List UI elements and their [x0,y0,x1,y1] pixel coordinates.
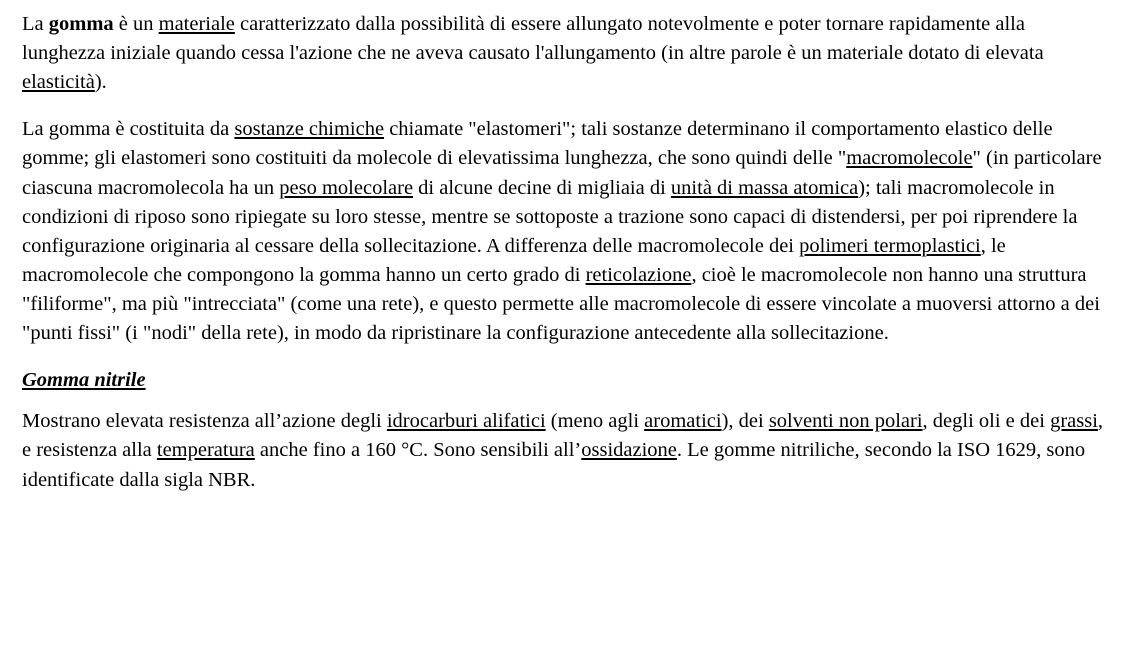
text-run: , le macromolecole che compongono la gomma hanno un certo grado di [22,234,1006,286]
text-run: chiamate "elastomeri"; tali sostanze determinano il comportamento elastico delle gomme; gli elastomeri sono costituiti da molecole di elevatissima lunghezza, che sono quindi delle " [22,118,1053,170]
inline-link[interactable]: polimeri termoplastici [799,234,981,257]
paragraph-composition [22,115,1105,348]
inline-link[interactable]: reticolazione [585,263,692,286]
text-run: è un [113,13,159,35]
text-run: anche fino a 160 °C. Sono sensibili all’ [254,439,582,462]
text-run: ). [94,71,107,94]
inline-link[interactable]: unità di massa atomica [670,176,859,199]
text-run: , e resistenza alla [22,410,1104,462]
inline-link[interactable]: elasticità [22,71,95,94]
inline-link[interactable]: solventi non polari [768,410,923,433]
inline-link[interactable]: sostanze chimiche [234,118,385,141]
text-run: . Le gomme nitriliche, secondo la ISO 1629, sono identificate dalla sigla NBR. [22,439,1086,491]
paragraph-nitrile [22,407,1105,494]
text-run: La gomma è costituita da [22,118,235,141]
inline-link[interactable]: macromolecole [846,147,973,170]
text-run: Mostrano elevata resistenza all’azione degli [22,410,387,433]
paragraph-intro [22,10,1105,97]
inline-link[interactable]: grassi [1050,410,1098,433]
text-run: La [22,13,49,35]
inline-link[interactable]: temperatura [156,439,255,462]
text-run: ); tali macromolecole in condizioni di riposo sono ripiegate su loro stesse, mentre se sottoposte a trazione sono capaci di distendersi, per poi riprendere la configurazione originaria al cessare della sollecitazione. A differenza delle macromolecole dei [22,176,1078,257]
inline-link[interactable]: ossidazione [581,439,677,462]
text-run: di alcune decine di migliaia di [413,176,671,199]
inline-link[interactable]: materiale [158,13,235,35]
text-run: , degli oli e dei [922,410,1051,433]
bold-term: gomma [48,13,114,35]
inline-link[interactable]: aromatici [644,410,722,433]
text-run: (meno agli [545,410,645,433]
text-run: " (in particolare ciascuna macromolecola ha un [22,147,1102,199]
text-run: caratterizzato dalla possibilità di essere allungato notevolmente e poter tornare rapidamente alla lunghezza iniziale quando cessa l'azione che ne aveva causato l'allungamento (in altre parole è un materiale dotato di elevata [22,13,1044,65]
section-heading-gomma-nitrile: Gomma nitrile [22,369,146,392]
section-heading-wrapper [22,366,1105,403]
inline-link[interactable]: idrocarburi alifatici [386,410,546,433]
inline-link[interactable]: peso molecolare [279,176,414,199]
text-run: , cioè le macromolecole non hanno una struttura "filiforme", ma più "intrecciata" (come una rete), e questo permette alle macromolecole di essere vincolate a muoversi attorno a dei "punti fissi" (i "nodi" della rete), in modo da ripristinare la configurazione antecedente alla sollecitazione. [22,263,1100,345]
text-run: ), dei [721,410,769,433]
